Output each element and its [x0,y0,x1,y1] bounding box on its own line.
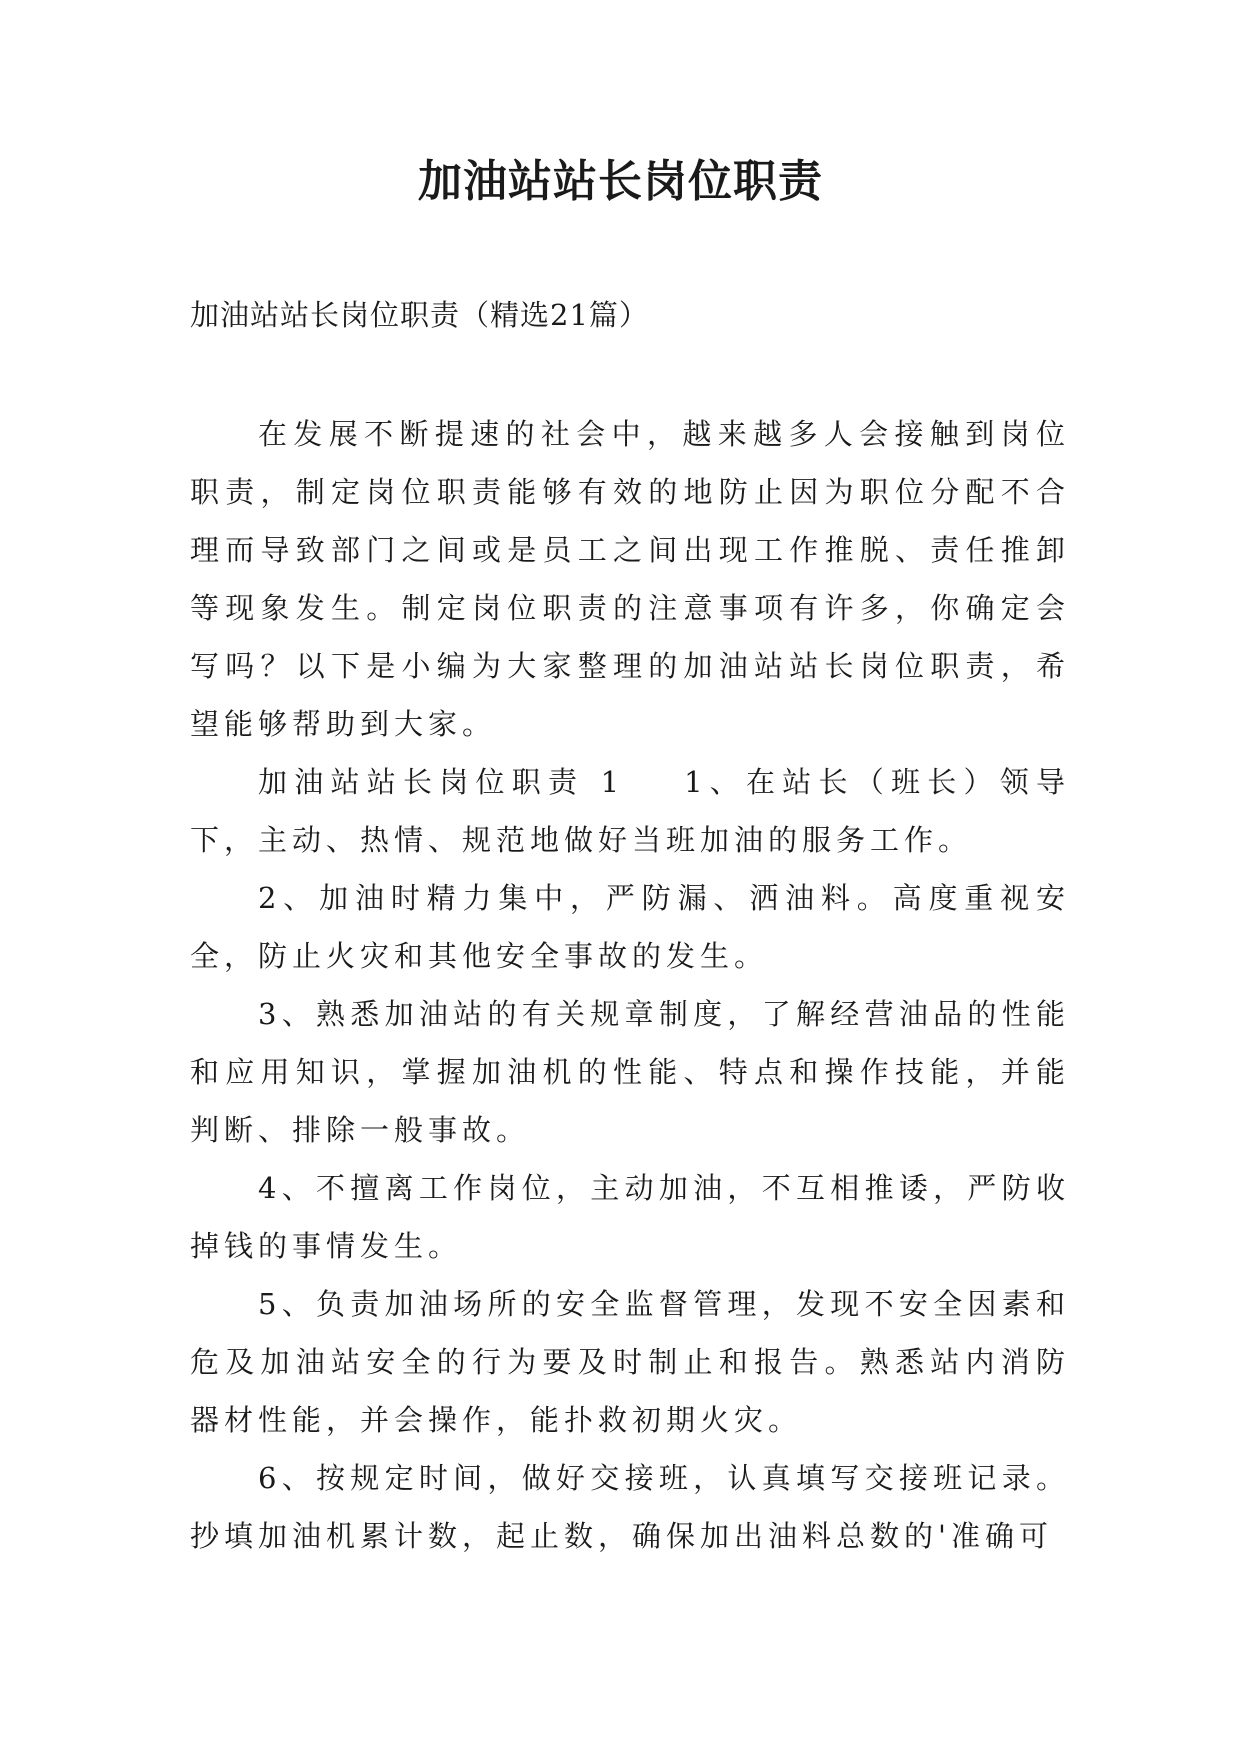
list-item-6: 6、按规定时间，做好交接班，认真填写交接班记录。抄填加油机累计数，起止数，确保加出油料总数的'准确可 [190,1461,1070,1553]
list-item-1: 1、在站长（班长）领导下，主动、热情、规范地做好当班加油的服务工作。 [190,765,1070,857]
list-item-3: 3、熟悉加油站的有关规章制度，了解经营油品的性能和应用知识，掌握加油机的性能、特点和操作技能，并能判断、排除一般事故。 [190,997,1070,1147]
document-subtitle: 加油站站长岗位职责（精选21篇） [190,298,649,332]
list-item-4: 4、不擅离工作岗位，主动加油，不互相推诿，严防收掉钱的事情发生。 [190,1171,1070,1263]
list-item-2: 2、加油时精力集中，严防漏、洒油料。高度重视安全，防止火灾和其他安全事故的发生。 [190,881,1070,973]
document-title: 加油站站长岗位职责 [418,156,823,207]
list-item-5: 5、负责加油场所的安全监督管理，发现不安全因素和危及加油站安全的行为要及时制止和报告。熟悉站内消防器材性能，并会操作，能扑救初期火灾。 [190,1287,1070,1437]
intro-paragraph: 在发展不断提速的社会中，越来越多人会接触到岗位职责，制定岗位职责能够有效的地防止因为职位分配不合理而导致部门之间或是员工之间出现工作推脱、责任推卸等现象发生。制定岗位职责的注意事项有许多，你确定会写吗？以下是小编为大家整理的加油站站长岗位职责，希望能够帮助到大家。 [190,417,1070,741]
document-body [190,405,1070,1565]
section-heading: 加油站站长岗位职责 1 [258,765,625,799]
section-1-paragraph [190,753,1070,869]
